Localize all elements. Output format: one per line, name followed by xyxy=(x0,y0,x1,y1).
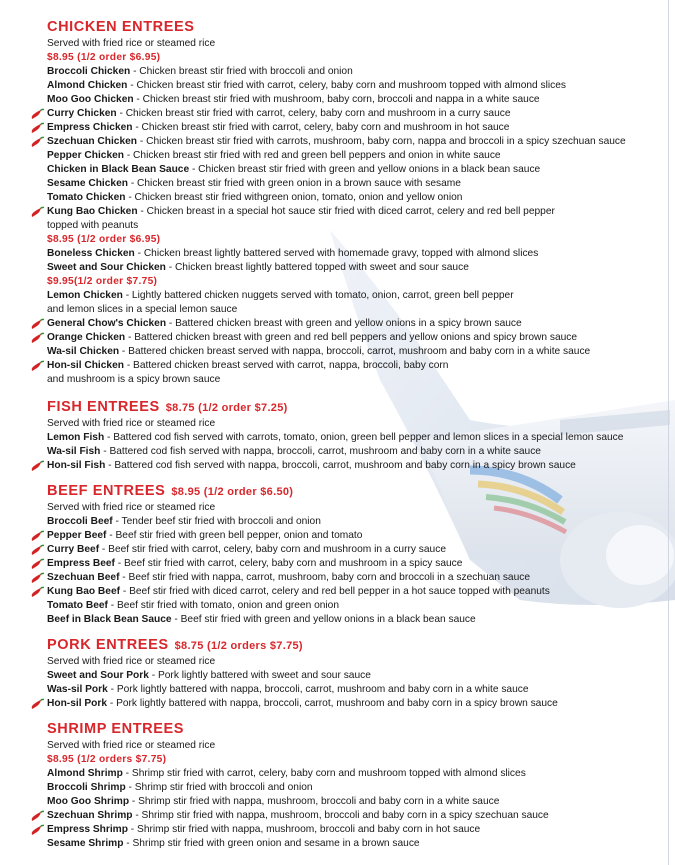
menu-item-name: Almond Chicken xyxy=(47,80,128,91)
menu-item-description: - Shrimp stir fried with nappa, mushroom, broccoli and baby corn in hot sauce xyxy=(127,824,481,835)
served-note: Served with fried rice or steamed rice xyxy=(47,502,216,513)
spicy-pepper-icon xyxy=(29,206,45,218)
menu-item xyxy=(47,837,420,851)
menu-item-description: - Battered cod fish served with carrots, tomato, onion, green bell pepper and lemon slices in a special lemon sauce xyxy=(104,432,624,443)
menu-item-description: - Chicken breast stir fried with green onion in a brown sauce with sesame xyxy=(127,178,461,189)
menu-item-name: Orange Chicken xyxy=(47,332,126,343)
menu-item-description: - Chicken breast stir fried with red and green bell peppers and onion in white sauce xyxy=(124,150,501,161)
served-note: Served with fried rice or steamed rice xyxy=(47,418,216,429)
menu-item-description: - Battered chicken breast with green and yellow onions in a spicy brown sauce xyxy=(166,318,522,329)
spicy-pepper-icon xyxy=(29,544,45,556)
menu-item-description: - Chicken breast stir fried with carrot, celery, baby corn and mushroom topped with almond slices xyxy=(127,80,567,91)
menu-item xyxy=(47,809,549,823)
menu-item xyxy=(47,557,462,571)
price-line: $8.95 (1/2 orders $7.75) xyxy=(47,754,167,765)
menu-item-description: - Shrimp stir fried with carrot, celery, baby corn and mushroom topped with almond slices xyxy=(122,768,526,779)
section-price: $8.75 (1/2 order $7.25) xyxy=(165,402,288,414)
menu-item-name: Pepper Beef xyxy=(47,530,107,541)
menu-item-name: Sesame Shrimp xyxy=(47,838,124,849)
menu-item xyxy=(47,697,558,711)
menu-item-name: Sweet and Sour Chicken xyxy=(47,262,166,273)
menu-item xyxy=(47,683,529,697)
menu-item xyxy=(47,107,511,121)
section-price: $8.75 (1/2 orders $7.75) xyxy=(174,640,303,652)
menu-item-name: Tomato Chicken xyxy=(47,192,126,203)
menu-item xyxy=(47,767,526,781)
section-title: BEEF ENTREES xyxy=(47,483,166,499)
fish-heading xyxy=(47,398,288,417)
served-note: Served with fried rice or steamed rice xyxy=(47,38,216,49)
spicy-pepper-icon xyxy=(29,136,45,148)
menu-item xyxy=(47,599,339,613)
menu-item xyxy=(47,65,353,79)
menu-item-name: Szechuan Chicken xyxy=(47,136,138,147)
menu-item xyxy=(47,135,626,149)
menu-item-name: Beef in Black Bean Sauce xyxy=(47,614,172,625)
menu-item-name: Moo Goo Shrimp xyxy=(47,796,130,807)
menu-item xyxy=(47,431,623,445)
menu-item-description: - Battered cod fish served with nappa, broccoli, carrot, mushroom and baby corn in a white sauce xyxy=(100,446,541,457)
spicy-pepper-icon xyxy=(29,824,45,836)
menu-item-description: - Beef stir fried with diced carrot, celery and red bell pepper in a hot sauce topped with peanuts xyxy=(120,586,550,597)
menu-item xyxy=(47,585,550,599)
spicy-pepper-icon xyxy=(29,530,45,542)
menu-item xyxy=(47,163,540,177)
menu-item-description: - Lightly battered chicken nuggets served with tomato, onion, carrot, green bell pepper xyxy=(122,290,514,301)
menu-item xyxy=(47,459,576,473)
menu-item-description: - Battered chicken breast served with carrot, nappa, broccoli, baby corn xyxy=(123,360,449,371)
menu-item xyxy=(47,345,590,359)
menu-item-description-cont: and mushroom is a spicy brown sauce xyxy=(47,374,221,385)
menu-item-name: Broccoli Shrimp xyxy=(47,782,126,793)
menu-item-description: - Chicken breast lightly battered served with homemade gravy, topped with almond slices xyxy=(134,248,539,259)
menu-item-description: - Battered chicken breast with green and red bell peppers and yellow onions and spicy brown sauce xyxy=(125,332,578,343)
menu-item-description: - Shrimp stir fried with green onion and sesame in a brown sauce xyxy=(123,838,420,849)
menu-item-name: Hon-sil Fish xyxy=(47,460,106,471)
menu-item-name: Curry Beef xyxy=(47,544,100,555)
menu-item-name: Was-sil Pork xyxy=(47,684,108,695)
spicy-pepper-icon xyxy=(29,460,45,472)
menu-item xyxy=(47,247,538,261)
pork-heading xyxy=(47,636,303,655)
spicy-pepper-icon xyxy=(29,332,45,344)
menu-item-name: Szechuan Beef xyxy=(47,572,120,583)
menu-item-name: Kung Bao Chicken xyxy=(47,206,138,217)
price-line: $9.95(1/2 order $7.75) xyxy=(47,276,158,287)
menu-item-name: Kung Bao Beef xyxy=(47,586,121,597)
menu-item xyxy=(47,177,461,191)
section-title: CHICKEN ENTREES xyxy=(47,19,195,35)
menu-item-description-cont: topped with peanuts xyxy=(47,220,139,231)
menu-item-name: Chicken in Black Bean Sauce xyxy=(47,164,190,175)
served-note: Served with fried rice or steamed rice xyxy=(47,740,216,751)
menu-item xyxy=(47,289,514,303)
menu-item-name: General Chow's Chicken xyxy=(47,318,167,329)
menu-item-name: Sweet and Sour Pork xyxy=(47,670,149,681)
menu-item-description-cont: and lemon slices in a special lemon sauce xyxy=(47,304,238,315)
menu-item xyxy=(47,795,499,809)
menu-item-description: - Pork lightly battered with nappa, broccoli, carrot, mushroom and baby corn in a spicy brown sauce xyxy=(107,698,558,709)
menu-item-name: Szechuan Shrimp xyxy=(47,810,133,821)
menu-item-name: Hon-sil Chicken xyxy=(47,360,124,371)
menu-item xyxy=(47,149,501,163)
menu-item-description: - Pork lightly battered with sweet and sour sauce xyxy=(148,670,371,681)
menu-item xyxy=(47,823,480,837)
menu-item-name: Wa-sil Fish xyxy=(47,446,101,457)
menu-item-description: - Chicken breast in a special hot sauce stir fried with diced carrot, celery and red bell pepper xyxy=(137,206,555,217)
menu-item xyxy=(47,191,462,205)
menu-item xyxy=(47,331,577,345)
menu-item-description: - Tender beef stir fried with broccoli and onion xyxy=(112,516,321,527)
spicy-pepper-icon xyxy=(29,360,45,372)
menu-item xyxy=(47,359,448,373)
menu-item-description: - Beef stir fried with nappa, carrot, mushroom, baby corn and broccoli in a szechuan sauce xyxy=(119,572,531,583)
menu-item-description: - Battered cod fish served with nappa, broccoli, carrot, mushroom and baby corn in a spicy brown sauce xyxy=(105,460,576,471)
spicy-pepper-icon xyxy=(29,572,45,584)
price-line: $8.95 (1/2 order $6.95) xyxy=(47,52,161,63)
menu-item-name: Pepper Chicken xyxy=(47,150,124,161)
menu-item-name: Hon-sil Pork xyxy=(47,698,108,709)
section-title: PORK ENTREES xyxy=(47,637,169,653)
menu-item-description: - Shrimp stir fried with broccoli and onion xyxy=(125,782,313,793)
menu-item xyxy=(47,543,446,557)
menu-item xyxy=(47,781,313,795)
menu-item-name: Tomato Beef xyxy=(47,600,108,611)
menu-item-name: Almond Shrimp xyxy=(47,768,123,779)
menu-item-name: Broccoli Beef xyxy=(47,516,113,527)
menu-item-name: Broccoli Chicken xyxy=(47,66,131,77)
menu-item-description: - Shrimp stir fried with nappa, mushroom, broccoli and baby corn in a spicy szechuan sauce xyxy=(132,810,549,821)
spicy-pepper-icon xyxy=(29,698,45,710)
beef-heading xyxy=(47,482,293,501)
menu-item-description: - Chicken breast stir fried with green and yellow onions in a black bean sauce xyxy=(189,164,541,175)
spicy-pepper-icon xyxy=(29,586,45,598)
menu-item-name: Curry Chicken xyxy=(47,108,117,119)
spicy-pepper-icon xyxy=(29,810,45,822)
menu-item-description: - Beef stir fried with green bell pepper, onion and tomato xyxy=(106,530,363,541)
chicken-heading xyxy=(47,18,195,36)
menu-item xyxy=(47,669,371,683)
menu-item-description: - Chicken breast stir fried with broccoli and onion xyxy=(130,66,353,77)
section-title: FISH ENTREES xyxy=(47,399,160,415)
menu-item-description: - Battered chicken breast served with nappa, broccoli, carrot, mushroom and baby corn in a white sauce xyxy=(119,346,591,357)
page-edge xyxy=(668,0,669,865)
menu-item-name: Empress Chicken xyxy=(47,122,133,133)
section-title: SHRIMP ENTREES xyxy=(47,721,185,737)
menu-item-name: Wa-sil Chicken xyxy=(47,346,120,357)
menu-item xyxy=(47,445,541,459)
menu-item xyxy=(47,613,476,627)
menu-item-description: - Beef stir fried with carrot, celery, baby corn and mushroom in a curry sauce xyxy=(99,544,446,555)
spicy-pepper-icon xyxy=(29,122,45,134)
menu-item xyxy=(47,317,522,331)
menu-item xyxy=(47,571,530,585)
served-note: Served with fried rice or steamed rice xyxy=(47,656,216,667)
menu-item-description: - Chicken breast stir fried with carrot, celery, baby corn and mushroom in a curry sauce xyxy=(116,108,511,119)
section-price: $8.95 (1/2 order $6.50) xyxy=(171,486,294,498)
menu-item-description: - Chicken breast lightly battered topped with sweet and sour sauce xyxy=(165,262,469,273)
spicy-pepper-icon xyxy=(29,108,45,120)
menu-item-description: - Chicken breast stir fried with carrots, mushroom, baby corn, nappa and broccoli in a spicy szechuan sauce xyxy=(137,136,626,147)
price-line: $8.95 (1/2 order $6.95) xyxy=(47,234,161,245)
menu-item xyxy=(47,93,540,107)
menu-item xyxy=(47,261,469,275)
menu-item xyxy=(47,205,555,219)
menu-item-description: - Chicken breast stir fried with mushroom, baby corn, broccoli and nappa in a white sauce xyxy=(133,94,540,105)
menu-item-name: Lemon Chicken xyxy=(47,290,123,301)
shrimp-heading xyxy=(47,720,184,738)
menu-item-name: Empress Beef xyxy=(47,558,115,569)
menu-item-name: Sesame Chicken xyxy=(47,178,128,189)
menu-item-name: Moo Goo Chicken xyxy=(47,94,134,105)
menu-item-description: - Chicken breast stir fried withgreen onion, tomato, onion and yellow onion xyxy=(125,192,463,203)
menu-item-description: - Shrimp stir fried with nappa, mushroom, broccoli and baby corn in a white sauce xyxy=(129,796,500,807)
menu-item-description: - Beef stir fried with green and yellow onions in a black bean sauce xyxy=(171,614,476,625)
spicy-pepper-icon xyxy=(29,558,45,570)
menu-item-name: Boneless Chicken xyxy=(47,248,135,259)
menu-item-description: - Beef stir fried with tomato, onion and green onion xyxy=(107,600,340,611)
menu-item-description: - Pork lightly battered with nappa, broccoli, carrot, mushroom and baby corn in a white sauce xyxy=(107,684,529,695)
menu-item xyxy=(47,515,321,529)
menu-item xyxy=(47,121,509,135)
menu-item xyxy=(47,79,566,93)
menu-item-name: Lemon Fish xyxy=(47,432,105,443)
menu-item xyxy=(47,529,362,543)
menu-item-description: - Chicken breast stir fried with carrot, celery, baby corn and mushroom in hot sauce xyxy=(132,122,510,133)
spicy-pepper-icon xyxy=(29,318,45,330)
menu-item-name: Empress Shrimp xyxy=(47,824,128,835)
menu-item-description: - Beef stir fried with carrot, celery, baby corn and mushroom in a spicy sauce xyxy=(114,558,463,569)
